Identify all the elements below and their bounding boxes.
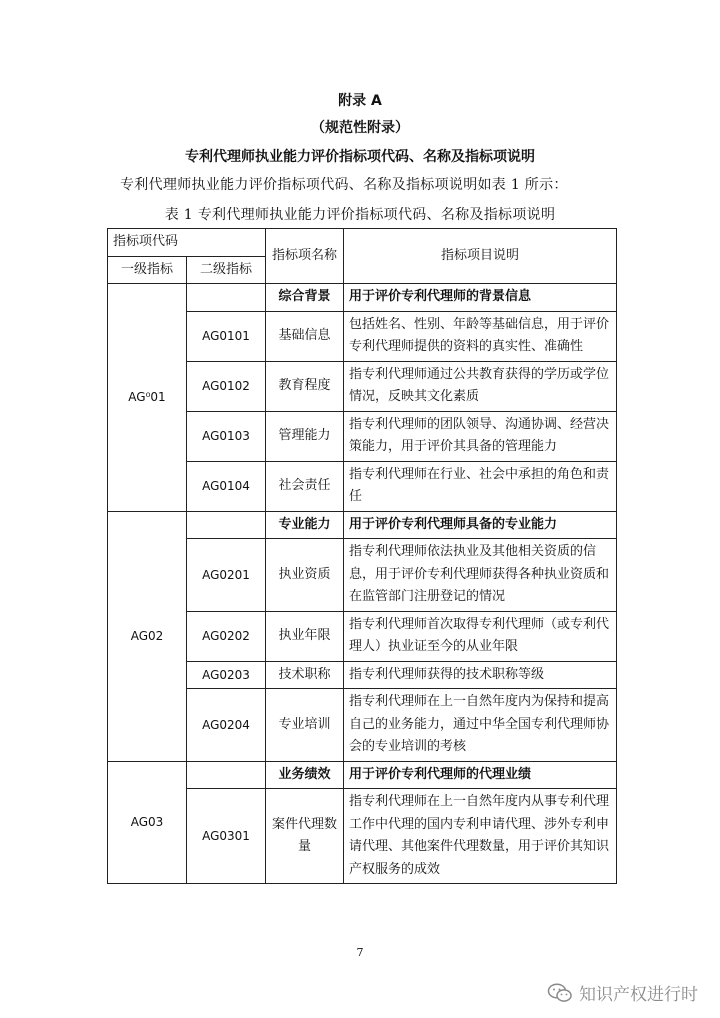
category-name: 综合背景	[266, 284, 344, 312]
level2-empty-cell	[187, 511, 266, 539]
indicator-description: 指专利代理师在上一自然年度内从事专利代理工作中代理的国内专利申请代理、涉外专利申请代理、其他案件代理数量，用于评价其知识产权服务的成效	[344, 789, 617, 884]
level2-code: AG0102	[187, 361, 266, 411]
indicator-name: 案件代理数量	[266, 789, 344, 884]
header-level1: 一级指标	[108, 256, 187, 284]
table-header-row	[108, 229, 617, 257]
indicator-description: 指专利代理师获得的技术职称等级	[344, 661, 617, 689]
indicator-description: 指专利代理师通过公共教育获得的学历或学位情况，反映其文化素质	[344, 361, 617, 411]
indicator-description: 指专利代理师首次取得专利代理师（或专利代理人）执业证至今的从业年限	[344, 611, 617, 661]
header-name: 指标项名称	[266, 229, 344, 284]
level2-code: AG0301	[187, 789, 266, 884]
indicator-description: 指专利代理师在行业、社会中承担的角色和责任	[344, 461, 617, 511]
level2-code: AG0201	[187, 539, 266, 612]
category-row	[108, 284, 617, 312]
category-description: 用于评价专利代理师具备的专业能力	[344, 511, 617, 539]
indicator-description: 指专利代理师的团队领导、沟通协调、经营决策能力，用于评价其具备的管理能力	[344, 411, 617, 461]
indicator-name: 管理能力	[266, 411, 344, 461]
level2-empty-cell	[187, 761, 266, 789]
indicator-name: 社会责任	[266, 461, 344, 511]
appendix-title: 附录 A	[338, 93, 382, 109]
level2-code: AG0202	[187, 611, 266, 661]
level2-code: AG0104	[187, 461, 266, 511]
category-description: 用于评价专利代理师的代理业绩	[344, 761, 617, 789]
indicator-table	[107, 228, 617, 884]
indicator-name: 技术职称	[266, 661, 344, 689]
indicator-name: 专业培训	[266, 689, 344, 762]
level2-code: AG0203	[187, 661, 266, 689]
indicator-name: 基础信息	[266, 311, 344, 361]
level1-code: AG03	[108, 761, 187, 884]
watermark-text: 知识产权进行时	[579, 985, 698, 1005]
header-level2: 二级指标	[187, 256, 266, 284]
page-number: 7	[356, 946, 364, 959]
level2-empty-cell	[187, 284, 266, 312]
level2-code: AG0103	[187, 411, 266, 461]
indicator-name: 执业资质	[266, 539, 344, 612]
table-caption: 表 1 专利代理师执业能力评价指标项代码、名称及指标项说明	[164, 207, 556, 223]
wechat-icon	[547, 983, 573, 1003]
level2-code: AG0101	[187, 311, 266, 361]
indicator-name: 教育程度	[266, 361, 344, 411]
intro-paragraph: 专利代理师执业能力评价指标项代码、名称及指标项说明如表 1 所示：	[120, 177, 568, 193]
section-title: 专利代理师执业能力评价指标项代码、名称及指标项说明	[185, 149, 535, 165]
category-name: 业务绩效	[266, 761, 344, 789]
watermark	[547, 980, 698, 1005]
indicator-description: 指专利代理师在上一自然年度内为保持和提高自己的业务能力，通过中华全国专利代理师协会的专业培训的考核	[344, 689, 617, 762]
header-desc: 指标项目说明	[344, 229, 617, 284]
indicator-description: 包括姓名、性别、年龄等基础信息，用于评价专利代理师提供的资料的真实性、准确性	[344, 311, 617, 361]
appendix-subtitle: （规范性附录）	[311, 120, 409, 136]
level1-code: AG02	[108, 511, 187, 761]
category-row	[108, 761, 617, 789]
category-row	[108, 511, 617, 539]
indicator-description: 指专利代理师依法执业及其他相关资质的信息，用于评价专利代理师获得各种执业资质和在监管部门注册登记的情况	[344, 539, 617, 612]
indicator-name: 执业年限	[266, 611, 344, 661]
category-description: 用于评价专利代理师的背景信息	[344, 284, 617, 312]
level2-code: AG0204	[187, 689, 266, 762]
category-name: 专业能力	[266, 511, 344, 539]
header-code: 指标项代码	[108, 229, 266, 257]
level1-code: AG⁰01	[108, 284, 187, 512]
